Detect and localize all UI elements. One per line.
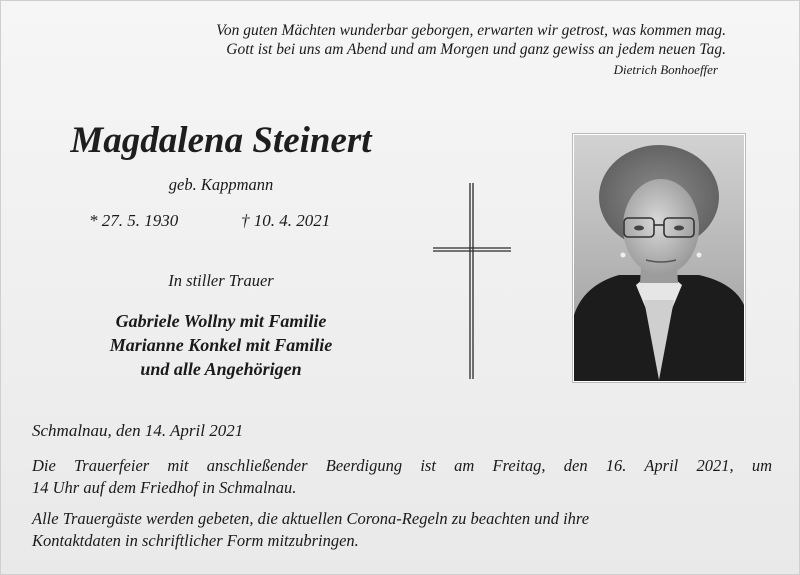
mourner-line: Gabriele Wollny mit Familie — [115, 311, 327, 331]
funeral-line: 14 Uhr auf dem Friedhof in Schmalnau. — [32, 478, 297, 497]
quote-author: Dietrich Bonhoeffer — [613, 62, 718, 77]
bonhoeffer-quote — [61, 21, 726, 79]
funeral-line: Die Trauerfeier mit anschließender Beerdigung ist am Freitag, den 16. April 2021, um — [32, 456, 772, 475]
quote-line: Gott ist bei uns am Abend und am Morgen und ganz gewiss an jedem neuen Tag. — [226, 41, 726, 58]
maiden-name: geb. Kappmann — [168, 175, 274, 194]
corona-line: Kontaktdaten in schriftlicher Form mitzubringen. — [32, 531, 359, 550]
corona-line: Alle Trauergäste werden gebeten, die aktuellen Corona-Regeln zu beachten und ihre — [32, 509, 590, 528]
mourner-line: Marianne Konkel mit Familie — [109, 335, 333, 355]
birth-date: * 27. 5. 1930 — [89, 211, 179, 230]
mourner-line: und alle Angehörigen — [140, 359, 302, 379]
funeral-info — [32, 455, 772, 499]
cross-icon — [433, 183, 511, 379]
mourners-list — [41, 309, 401, 381]
mourning-intro: In stiller Trauer — [168, 271, 274, 290]
death-date: † 10. 4. 2021 — [241, 211, 331, 230]
portrait-photo — [573, 134, 745, 382]
corona-notice — [32, 508, 772, 552]
deceased-name: Magdalena Steinert — [70, 120, 372, 161]
place-and-date: Schmalnau, den 14. April 2021 — [32, 421, 244, 440]
quote-line: Von guten Mächten wunderbar geborgen, erwarten wir getrost, was kommen mag. — [216, 22, 726, 39]
